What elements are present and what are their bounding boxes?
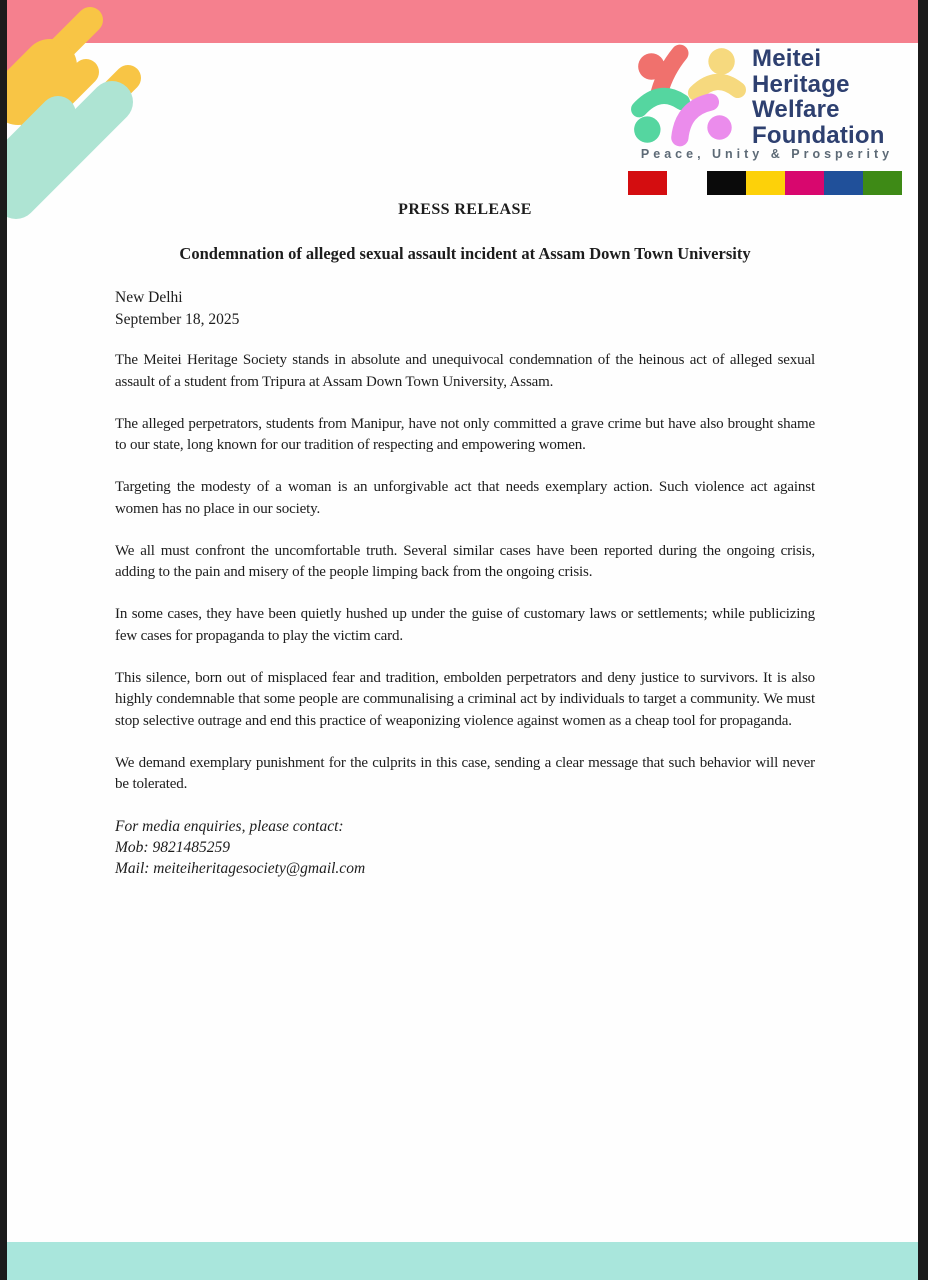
body-paragraph: Targeting the modesty of a woman is an unforgivable act that needs exemplary action. Such violence act against women has no place in our society.: [115, 479, 815, 517]
org-name-line: Welfare: [752, 96, 840, 123]
logo-person-yellow: [696, 48, 738, 93]
body-paragraph: We demand exemplary punishment for the culprits in this case, sending a clear message that such behavior will never be tolerated.: [115, 754, 815, 792]
photo-edge-left: [0, 0, 7, 1280]
body-paragraph: The Meitei Heritage Society stands in absolute and unequivocal condemnation of the heinous act of alleged sexual assault of a student from Tripura at Assam Down Town University, Assam.: [115, 352, 815, 390]
contact-mobile: Mob: 9821485259: [115, 839, 230, 856]
contact-email: Mail: meiteiheritagesociety@gmail.com: [115, 860, 366, 877]
mint-drips: [10, 102, 112, 198]
dateline-city: New Delhi: [115, 289, 183, 306]
foundation-logo-icon: [628, 44, 748, 150]
flag-bar-segment: [785, 171, 824, 195]
flag-bar-segment: [707, 171, 746, 195]
flag-bar-segment: [746, 171, 785, 195]
flag-color-bars: [628, 171, 902, 195]
org-name-line: Meitei: [752, 45, 822, 72]
flag-bar-spacer: [667, 171, 707, 195]
logo-person-orchid: [680, 102, 732, 140]
org-name: [752, 46, 922, 148]
body-paragraph: In some cases, they have been quietly hushed up under the guise of customary laws or settlements; while publicizing few cases for propaganda to play the victim card.: [115, 606, 815, 644]
header-pink-bar: [0, 0, 928, 43]
contact-intro: For media enquiries, please contact:: [115, 818, 344, 835]
logo-person-coral: [638, 53, 680, 92]
flag-bar-red: [628, 171, 667, 195]
photo-edge-right: [918, 0, 928, 1280]
body-paragraph: The alleged perpetrators, students from Manipur, have not only committed a grave crime but have also brought shame to our state, long known for our tradition of respecting and empowering women.: [115, 415, 815, 453]
body-paragraph: We all must confront the uncomfortable truth. Several similar cases have been reported during the ongoing crisis, adding to the pain and misery of the people limping back from the ongoing crisis.: [115, 542, 815, 580]
pink-wedge: [7, 43, 74, 110]
org-tagline: Peace, Unity & Prosperity: [640, 147, 894, 161]
dateline: [115, 287, 815, 331]
org-name-line: Heritage: [752, 70, 850, 98]
headline: Condemnation of alleged sexual assault incident at Assam Down Town University: [179, 244, 751, 263]
footer-teal-bar: [0, 1242, 928, 1280]
press-release-body: [115, 201, 815, 879]
press-release-label: PRESS RELEASE: [398, 201, 532, 218]
org-name-line: Foundation: [752, 121, 885, 149]
flag-bar-group: [707, 171, 902, 195]
flag-bar-segment: [863, 171, 902, 195]
media-contact-block: [115, 816, 815, 879]
body-paragraph: This silence, born out of misplaced fear and tradition, embolden perpetrators and deny justice to survivors. It is also highly condemnable that some people are communalising a criminal act by individuals to target a community. We must stop selective outrage and end this practice of weaponizing violence against women as a cheap tool for propaganda.: [115, 669, 815, 729]
dateline-date: September 18, 2025: [115, 311, 240, 328]
flag-bar-segment: [824, 171, 863, 195]
